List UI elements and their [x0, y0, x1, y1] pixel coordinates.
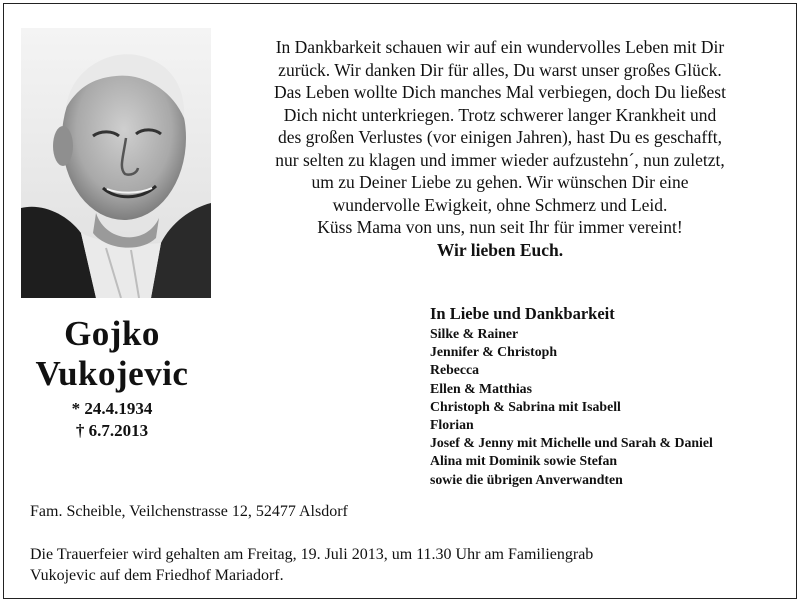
tribute-line: In Dankbarkeit schauen wir auf ein wundervolles Leben mit Dir [275, 37, 725, 57]
mourner-name: Josef & Jenny mit Michelle und Sarah & Daniel [430, 435, 713, 451]
funeral-info [30, 544, 593, 586]
deceased-last-name: Vukojevic [35, 354, 189, 393]
funeral-info-line: Vukojevic auf dem Friedhof Mariadorf. [30, 567, 284, 584]
tribute-line: nur selten zu klagen und immer wieder aufzustehn´, nun zuletzt, [275, 149, 725, 170]
tribute-line: zurück. Wir danken Dir für alles, Du warst unser großes Glück. [278, 59, 722, 80]
mourners-list [430, 303, 713, 489]
mourners-heading: In Liebe und Dankbarkeit [430, 304, 615, 323]
mourner-name: Silke & Rainer [430, 326, 519, 341]
mourner-name: Christoph & Sabrina mit Isabell [430, 398, 621, 414]
portrait-image [21, 28, 211, 298]
mourner-name: Florian [430, 417, 474, 433]
tribute-line: um zu Deiner Liebe zu gehen. Wir wünschen Dir eine [311, 172, 689, 192]
tribute-line: Küss Mama von uns, nun seit Ihr für immer vereint! [317, 217, 683, 237]
mourner-name: Alina mit Dominik sowie Stefan [430, 453, 618, 469]
deceased-first-name: Gojko [64, 314, 160, 353]
death-date: † 6.7.2013 [75, 421, 149, 440]
tribute-line: wundervolle Ewigkeit, ohne Schmerz und Leid. [332, 194, 668, 215]
tribute-closing: Wir lieben Euch. [436, 239, 564, 260]
mourner-name: Rebecca [430, 362, 480, 378]
tribute-text [220, 36, 780, 261]
tribute-line: Dich nicht unterkriegen. Trotz schwerer langer Krankheit und [283, 104, 717, 125]
mourner-name: Ellen & Matthias [430, 380, 532, 396]
tribute-line: Das Leben wollte Dich manches Mal verbiegen, doch Du ließest [274, 82, 726, 102]
tribute-line: des großen Verlustes (vor einigen Jahren), hast Du es geschafft, [277, 127, 723, 147]
mourner-name: sowie die übrigen Anverwandten [430, 471, 623, 487]
funeral-info-line: Die Trauerfeier wird gehalten am Freitag, 19. Juli 2013, um 11.30 Uhr am Familiengrab [30, 546, 594, 563]
portrait-photo [21, 28, 211, 298]
family-address: Fam. Scheible, Veilchenstrasse 12, 52477 Alsdorf [30, 503, 348, 520]
deceased-name [20, 314, 204, 394]
mourner-name: Jennifer & Christoph [430, 344, 557, 360]
birth-date: * 24.4.1934 [71, 399, 153, 418]
life-dates [20, 398, 204, 442]
